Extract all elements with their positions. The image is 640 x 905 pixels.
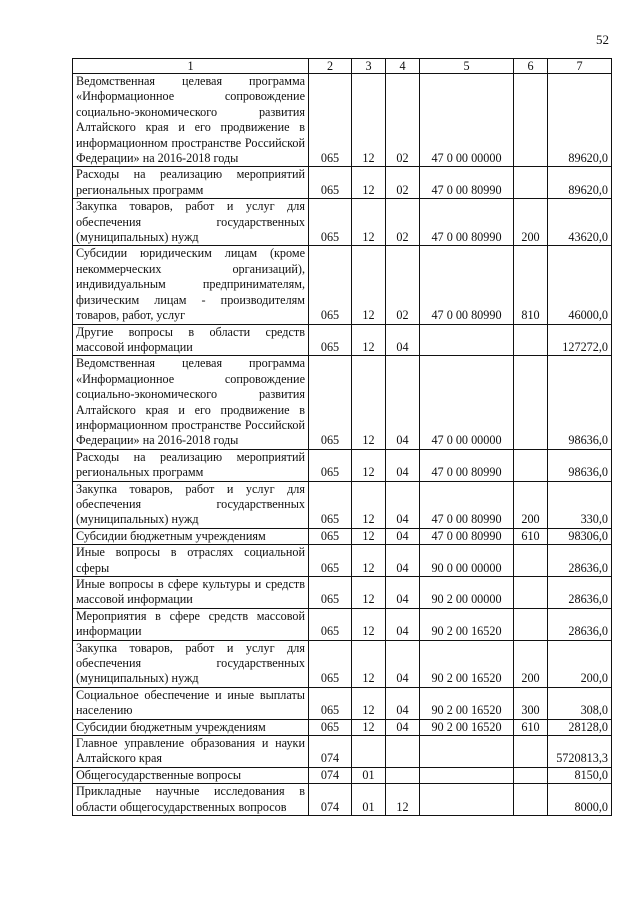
target-article-code: 47 0 00 80990 <box>420 167 514 199</box>
column-header: 5 <box>420 59 514 74</box>
ministry-code: 074 <box>309 784 352 816</box>
target-article-code: 90 2 00 16520 <box>420 687 514 719</box>
budget-table <box>72 58 612 816</box>
amount-value: 98306,0 <box>548 528 612 544</box>
amount-value: 98636,0 <box>548 356 612 449</box>
row-description: Мероприятия в сфере средств массовой информации <box>73 608 309 640</box>
amount-value: 8000,0 <box>548 784 612 816</box>
row-description: Другие вопросы в области средств массовой информации <box>73 324 309 356</box>
subsection-code <box>386 736 420 768</box>
expense-type-code <box>514 736 548 768</box>
section-code: 01 <box>352 784 386 816</box>
target-article-code: 90 2 00 16520 <box>420 608 514 640</box>
row-description: Расходы на реализацию мероприятий региональных программ <box>73 449 309 481</box>
target-article-code: 47 0 00 80990 <box>420 246 514 324</box>
subsection-code: 04 <box>386 577 420 609</box>
column-header: 3 <box>352 59 386 74</box>
ministry-code: 065 <box>309 449 352 481</box>
expense-type-code <box>514 545 548 577</box>
target-article-code: 47 0 00 00000 <box>420 356 514 449</box>
table-row <box>73 167 612 199</box>
subsection-code: 04 <box>386 719 420 735</box>
column-header: 4 <box>386 59 420 74</box>
row-description: Закупка товаров, работ и услуг для обеспечения государственных (муниципальных) нужд <box>73 481 309 528</box>
row-description: Иные вопросы в сфере культуры и средств массовой информации <box>73 577 309 609</box>
amount-value: 330,0 <box>548 481 612 528</box>
subsection-code: 02 <box>386 74 420 167</box>
table-row <box>73 528 612 544</box>
section-code: 12 <box>352 481 386 528</box>
ministry-code: 065 <box>309 719 352 735</box>
table-row <box>73 449 612 481</box>
section-code: 12 <box>352 199 386 246</box>
row-description: Общегосударственные вопросы <box>73 767 309 783</box>
row-description: Главное управление образования и науки Алтайского края <box>73 736 309 768</box>
table-row <box>73 577 612 609</box>
amount-value: 127272,0 <box>548 324 612 356</box>
expense-type-code: 200 <box>514 481 548 528</box>
row-description: Субсидии юридическим лицам (кроме некоммерческих организаций), индивидуальным предпринимателям, физическим лицам - производителям товаров, работ, услуг <box>73 246 309 324</box>
target-article-code <box>420 784 514 816</box>
header-row <box>73 59 612 74</box>
ministry-code: 065 <box>309 356 352 449</box>
expense-type-code <box>514 356 548 449</box>
expense-type-code <box>514 324 548 356</box>
section-code <box>352 736 386 768</box>
row-description: Субсидии бюджетным учреждениям <box>73 719 309 735</box>
ministry-code: 065 <box>309 199 352 246</box>
ministry-code: 065 <box>309 74 352 167</box>
subsection-code <box>386 767 420 783</box>
expense-type-code <box>514 577 548 609</box>
section-code: 12 <box>352 640 386 687</box>
amount-value: 308,0 <box>548 687 612 719</box>
subsection-code: 04 <box>386 449 420 481</box>
subsection-code: 04 <box>386 481 420 528</box>
column-header: 6 <box>514 59 548 74</box>
section-code: 12 <box>352 167 386 199</box>
table-row <box>73 640 612 687</box>
section-code: 12 <box>352 687 386 719</box>
section-code: 12 <box>352 356 386 449</box>
table-row <box>73 687 612 719</box>
amount-value: 89620,0 <box>548 74 612 167</box>
expense-type-code: 200 <box>514 199 548 246</box>
page-number: 52 <box>596 32 609 47</box>
expense-type-code: 610 <box>514 719 548 735</box>
table-row <box>73 74 612 167</box>
section-code: 01 <box>352 767 386 783</box>
ministry-code: 074 <box>309 736 352 768</box>
row-description: Закупка товаров, работ и услуг для обеспечения государственных (муниципальных) нужд <box>73 640 309 687</box>
subsection-code: 02 <box>386 199 420 246</box>
row-description: Ведомственная целевая программа «Информационное сопровождение социально-экономического развития Алтайского края и его продвижение в информационном пространстве Российской Федерации» на 2016-2018 годы <box>73 74 309 167</box>
expense-type-code <box>514 608 548 640</box>
table-row <box>73 767 612 783</box>
ministry-code: 065 <box>309 545 352 577</box>
subsection-code: 04 <box>386 687 420 719</box>
amount-value: 200,0 <box>548 640 612 687</box>
subsection-code: 02 <box>386 246 420 324</box>
row-description: Ведомственная целевая программа «Информационное сопровождение социально-экономического развития Алтайского края и его продвижение в информационном пространстве Российской Федерации» на 2016-2018 годы <box>73 356 309 449</box>
subsection-code: 12 <box>386 784 420 816</box>
ministry-code: 065 <box>309 608 352 640</box>
section-code: 12 <box>352 577 386 609</box>
target-article-code <box>420 767 514 783</box>
amount-value: 28636,0 <box>548 545 612 577</box>
row-description: Закупка товаров, работ и услуг для обеспечения государственных (муниципальных) нужд <box>73 199 309 246</box>
section-code: 12 <box>352 608 386 640</box>
target-article-code: 47 0 00 00000 <box>420 74 514 167</box>
target-article-code: 90 2 00 16520 <box>420 719 514 735</box>
expense-type-code: 200 <box>514 640 548 687</box>
expense-type-code <box>514 74 548 167</box>
table-row <box>73 246 612 324</box>
row-description: Расходы на реализацию мероприятий региональных программ <box>73 167 309 199</box>
expense-type-code <box>514 784 548 816</box>
row-description: Иные вопросы в отраслях социальной сферы <box>73 545 309 577</box>
subsection-code: 04 <box>386 324 420 356</box>
amount-value: 89620,0 <box>548 167 612 199</box>
target-article-code: 47 0 00 80990 <box>420 199 514 246</box>
table-row <box>73 545 612 577</box>
amount-value: 98636,0 <box>548 449 612 481</box>
amount-value: 46000,0 <box>548 246 612 324</box>
subsection-code: 04 <box>386 640 420 687</box>
section-code: 12 <box>352 545 386 577</box>
target-article-code: 90 0 00 00000 <box>420 545 514 577</box>
section-code: 12 <box>352 528 386 544</box>
target-article-code <box>420 324 514 356</box>
table-row <box>73 481 612 528</box>
subsection-code: 04 <box>386 356 420 449</box>
table-row <box>73 199 612 246</box>
amount-value: 28128,0 <box>548 719 612 735</box>
ministry-code: 065 <box>309 687 352 719</box>
ministry-code: 065 <box>309 324 352 356</box>
section-code: 12 <box>352 449 386 481</box>
row-description: Социальное обеспечение и иные выплаты населению <box>73 687 309 719</box>
row-description: Прикладные научные исследования в области общегосударственных вопросов <box>73 784 309 816</box>
expense-type-code: 810 <box>514 246 548 324</box>
amount-value: 28636,0 <box>548 577 612 609</box>
amount-value: 28636,0 <box>548 608 612 640</box>
section-code: 12 <box>352 246 386 324</box>
column-header: 2 <box>309 59 352 74</box>
table-row <box>73 719 612 735</box>
expense-type-code <box>514 167 548 199</box>
target-article-code: 47 0 00 80990 <box>420 528 514 544</box>
target-article-code <box>420 736 514 768</box>
ministry-code: 074 <box>309 767 352 783</box>
column-header: 1 <box>73 59 309 74</box>
table-row <box>73 784 612 816</box>
target-article-code: 47 0 00 80990 <box>420 481 514 528</box>
target-article-code: 90 2 00 16520 <box>420 640 514 687</box>
subsection-code: 02 <box>386 167 420 199</box>
target-article-code: 47 0 00 80990 <box>420 449 514 481</box>
amount-value: 43620,0 <box>548 199 612 246</box>
target-article-code: 90 2 00 00000 <box>420 577 514 609</box>
expense-type-code <box>514 767 548 783</box>
ministry-code: 065 <box>309 640 352 687</box>
table-row <box>73 608 612 640</box>
row-description: Субсидии бюджетным учреждениям <box>73 528 309 544</box>
ministry-code: 065 <box>309 481 352 528</box>
amount-value: 8150,0 <box>548 767 612 783</box>
subsection-code: 04 <box>386 528 420 544</box>
section-code: 12 <box>352 74 386 167</box>
column-header: 7 <box>548 59 612 74</box>
section-code: 12 <box>352 324 386 356</box>
ministry-code: 065 <box>309 167 352 199</box>
section-code: 12 <box>352 719 386 735</box>
amount-value: 5720813,3 <box>548 736 612 768</box>
expense-type-code: 300 <box>514 687 548 719</box>
subsection-code: 04 <box>386 608 420 640</box>
subsection-code: 04 <box>386 545 420 577</box>
expense-type-code <box>514 449 548 481</box>
table-row <box>73 356 612 449</box>
table-row <box>73 736 612 768</box>
ministry-code: 065 <box>309 577 352 609</box>
ministry-code: 065 <box>309 246 352 324</box>
expense-type-code: 610 <box>514 528 548 544</box>
ministry-code: 065 <box>309 528 352 544</box>
table-row <box>73 324 612 356</box>
